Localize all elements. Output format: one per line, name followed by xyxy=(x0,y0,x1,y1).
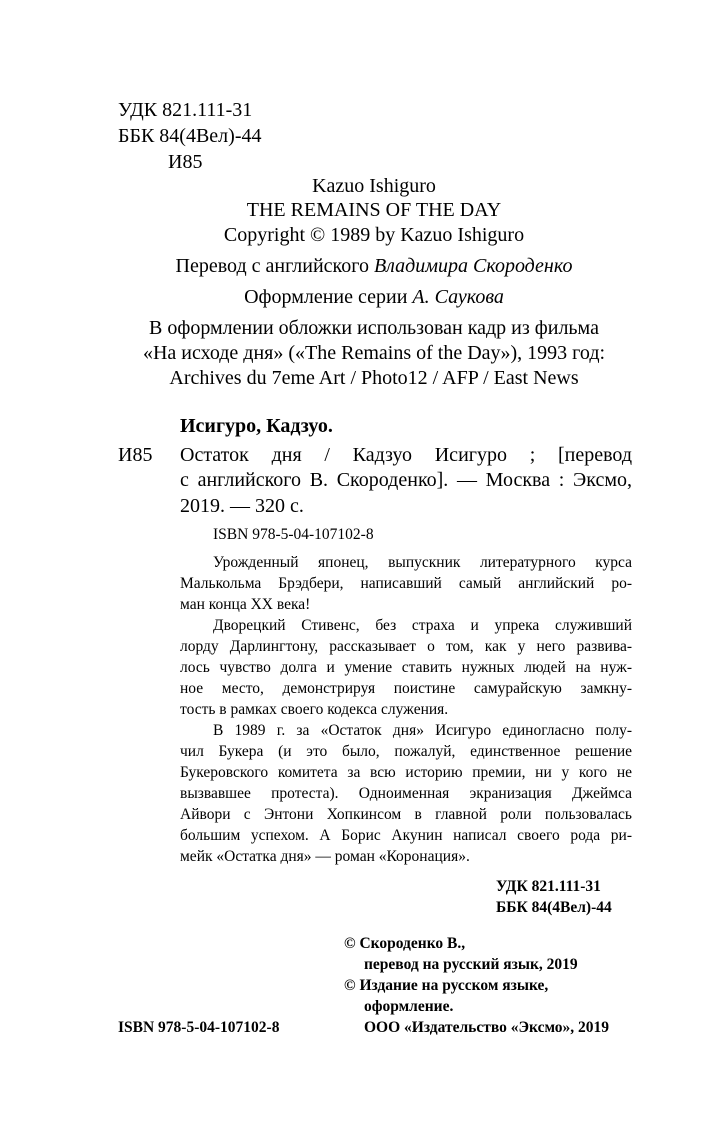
annotation-line: В 1989 г. за «Остаток дня» Исигуро единогласно полу- xyxy=(213,722,632,739)
footer-udk-code: УДК 821.111-31 xyxy=(496,878,601,895)
catalog-isbn: ISBN 978-5-04-107102-8 xyxy=(213,526,374,543)
catalog-line-2: с английского В. Скороденко]. — Москва : Эксмо, xyxy=(180,469,632,491)
annotation-line: ное место, демонстрируя поистине самурайскую замкну- xyxy=(180,680,632,697)
rights-translation: © Скороденко В., xyxy=(344,935,466,952)
rights-edition-detail: оформление. xyxy=(364,998,454,1015)
cover-note-line-3: Archives du 7eme Art / Photo12 / AFP / East News xyxy=(169,367,579,389)
catalog-line-1: Остаток дня / Кадзуо Исигуро ; [перевод xyxy=(180,444,632,466)
annotation-line: лорду Дарлингтону, рассказывает о том, как у него развива- xyxy=(180,638,632,655)
annotation-line: Дворецкий Стивенс, без страха и упрека служивший xyxy=(213,617,632,634)
annotation-line: вызвавшее протеста). Одноименная экранизация Джеймса xyxy=(180,785,632,802)
author-mark: И85 xyxy=(168,151,203,173)
annotation-line: Букеровского комитета за всю историю премии, ни у кого не xyxy=(180,764,632,781)
design-credit xyxy=(118,285,630,309)
annotation-line: Урожденный японец, выпускник литературного курса xyxy=(213,554,632,571)
annotation-line: лось чувство долга и умение ставить нужных людей на нуж- xyxy=(180,659,632,676)
original-author: Kazuo Ishiguro xyxy=(312,175,436,197)
rights-translation-detail: перевод на русский язык, 2019 xyxy=(364,956,578,973)
annotation-line: Малькольма Брэдбери, написавший самый английский ро- xyxy=(180,575,632,592)
annotation-line: чил Букера (и это было, пожалуй, единственное решение xyxy=(180,743,632,760)
original-title: THE REMAINS OF THE DAY xyxy=(246,199,502,221)
translation-prefix: Перевод с английского xyxy=(175,255,369,277)
annotation-line: тость в рамках своего кодекса служения. xyxy=(180,701,449,718)
rights-edition: © Издание на русском языке, xyxy=(344,977,549,994)
design-prefix: Оформление серии xyxy=(244,286,408,308)
bottom-isbn: ISBN 978-5-04-107102-8 xyxy=(118,1019,280,1036)
catalog-line-3: 2019. — 320 с. xyxy=(180,495,304,517)
annotation-line: ман конца XX века! xyxy=(180,596,311,613)
translator-name: Владимира Скороденко xyxy=(373,255,573,277)
catalog-heading: Исигуро, Кадзуо. xyxy=(180,415,333,437)
designer-name: А. Саукова xyxy=(412,286,504,308)
annotation-line: мейк «Остатка дня» — роман «Коронация». xyxy=(180,848,470,865)
udk-code: УДК 821.111-31 xyxy=(118,99,253,121)
bbk-code: ББК 84(4Вел)-44 xyxy=(118,125,262,147)
rights-publisher: ООО «Издательство «Эксмо», 2019 xyxy=(364,1019,610,1036)
cover-note-line-1: В оформлении обложки использован кадр из фильма xyxy=(149,317,599,339)
annotation-line: Айвори с Энтони Хопкинсом в главной роли пользовалась xyxy=(180,806,632,823)
catalog-mark: И85 xyxy=(118,444,153,466)
annotation-line: большим успехом. А Борис Акунин написал своего рода ри- xyxy=(180,827,632,844)
footer-bbk-code: ББК 84(4Вел)-44 xyxy=(496,899,612,916)
translation-credit xyxy=(118,254,630,278)
cover-note-line-2: «На исходе дня» («The Remains of the Day»), 1993 год: xyxy=(142,342,606,364)
original-copyright: Copyright © 1989 by Kazuo Ishiguro xyxy=(223,224,525,246)
